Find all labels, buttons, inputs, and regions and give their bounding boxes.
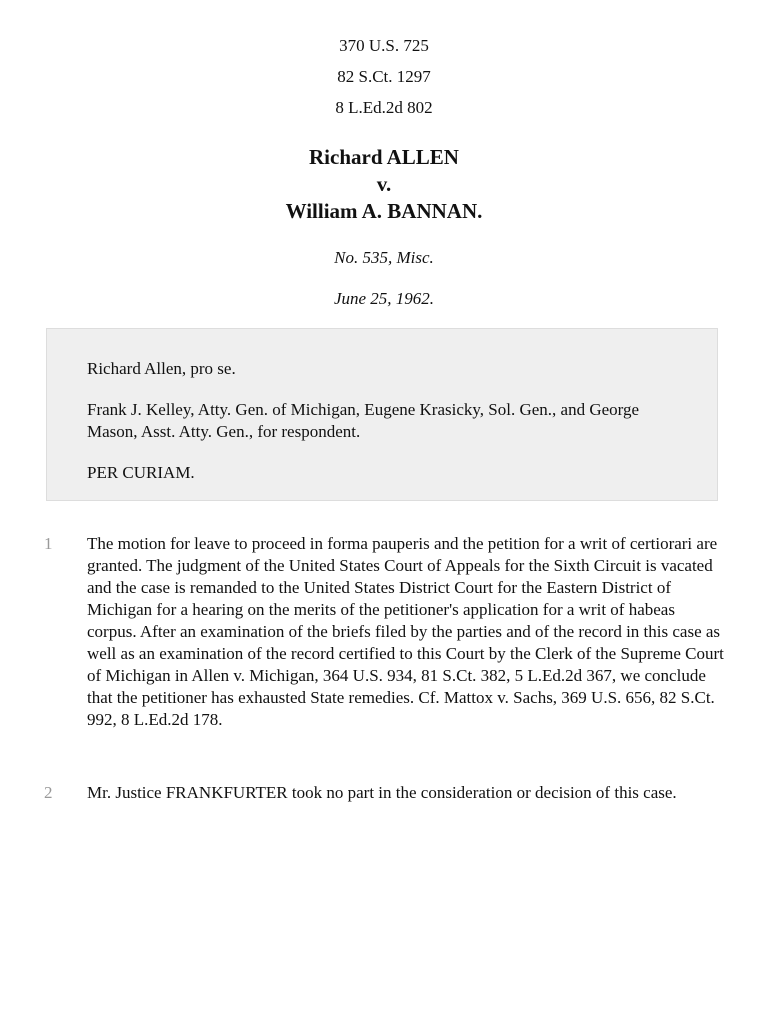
paragraph-number: 2: [44, 783, 53, 802]
docket-number: No. 535, Misc.: [334, 248, 434, 267]
counsel-respondent: Frank J. Kelley, Atty. Gen. of Michigan, Eugene Krasicky, Sol. Gen., and George Mason, Asst. Atty. Gen., for respondent.: [87, 400, 640, 441]
case-title: [0, 144, 768, 225]
decision-date: June 25, 1962.: [333, 289, 435, 308]
paragraph-text: Mr. Justice FRANKFURTER took no part in the consideration or decision of this case.: [87, 783, 677, 802]
paragraph-number: 1: [44, 534, 53, 553]
citation-sct: 82 S.Ct. 1297: [337, 67, 431, 86]
paragraph-text: The motion for leave to proceed in forma pauperis and the petition for a writ of certiorari are granted. The judgment of the United States Court of Appeals for the Sixth Circuit is vacated and the case is remanded to the United States District Court for the Eastern District of Michigan for a hearing on the merits of the petitioner's application for a writ of habeas corpus. After an examination of the briefs filed by the parties and of the record in this case as well as an examination of the record certified to this Court by the Clerk of the Supreme Court of Michigan in Allen v. Michigan, 364 U.S. 934, 81 S.Ct. 382, 5 L.Ed.2d 367, we conclude that the petitioner has exhausted State remedies. Cf. Mattox v. Sachs, 369 U.S. 656, 82 S.Ct. 992, 8 L.Ed.2d 178.: [87, 534, 724, 729]
per-curiam-label: PER CURIAM.: [87, 463, 195, 482]
counsel-panel: [46, 328, 718, 501]
respondent-name: William A. BANNAN.: [285, 199, 483, 223]
counsel-petitioner: Richard Allen, pro se.: [87, 359, 236, 378]
petitioner-name: Richard ALLEN: [309, 145, 459, 169]
citation-us: 370 U.S. 725: [339, 36, 429, 55]
versus-label: v.: [376, 172, 392, 196]
citation-led: 8 L.Ed.2d 802: [335, 98, 433, 117]
citation-block: [0, 34, 768, 127]
